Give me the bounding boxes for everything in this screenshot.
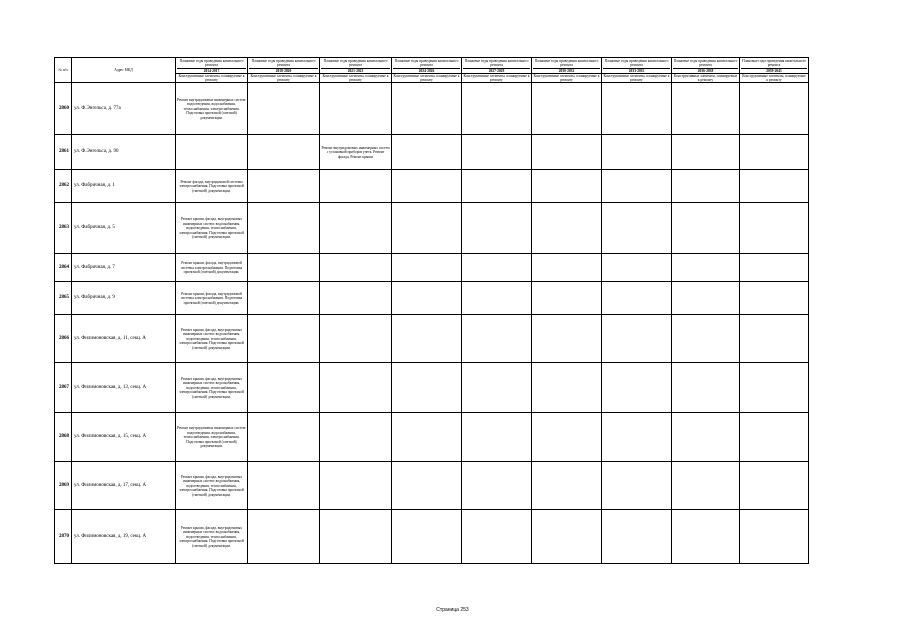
col-header-period: Плановые годы проведения капитального ремонта 2018-2020 — [248, 58, 320, 74]
col-header-period: Плановые годы проведения капитального ремонта 2036-2038 — [672, 58, 740, 74]
row-number: 2869 — [55, 462, 72, 510]
work-cell — [320, 170, 392, 203]
work-cell — [672, 510, 740, 564]
work-cell: Ремонт крыши, фасада, внутридомовых инженерных систем: водоснабжения, водоотведения, теплоснабжения, электроснабжения. Подготовка проектной (сметной) документации. — [176, 510, 248, 564]
col-subheader: Конструктивные элементы, планируемые к ремонту — [320, 73, 392, 83]
work-cell — [248, 254, 320, 282]
col-header-number: № п/п — [55, 58, 72, 83]
row-address: ул. Ф.Энгельса, д. 90 — [72, 135, 176, 170]
work-cell — [532, 254, 602, 282]
col-subheader: Конструктивные элементы, планируемые к ремонту — [740, 73, 809, 83]
work-cell — [740, 170, 809, 203]
work-cell — [602, 170, 672, 203]
col-subheader: Конструктивные элементы, планируемые к ремонту — [463, 73, 530, 83]
work-cell — [320, 462, 392, 510]
col-subheader: Конструктивные элементы, планируемые к ремонту — [248, 73, 320, 83]
work-cell — [532, 282, 602, 315]
work-cell — [532, 462, 602, 510]
work-cell — [392, 135, 462, 170]
work-cell — [248, 462, 320, 510]
work-cell — [462, 363, 532, 413]
table-row — [55, 135, 809, 170]
work-cell — [248, 282, 320, 315]
work-cell — [672, 315, 740, 363]
row-address: ул. Филимоновская, д. 17, секц. А — [72, 462, 176, 510]
table-body — [55, 83, 809, 564]
table-row — [55, 254, 809, 282]
table-row — [55, 315, 809, 363]
work-cell — [672, 170, 740, 203]
row-number: 2868 — [55, 413, 72, 462]
table-row — [55, 170, 809, 203]
table-row — [55, 363, 809, 413]
work-cell — [672, 462, 740, 510]
col-header-period: Плановые годы проведения капитального ремонта 2021-2023 — [320, 58, 392, 74]
work-cell — [602, 462, 672, 510]
work-cell: Ремонт крыши, фасада, внутридомовых инженерных систем: водоснабжения, водоотведения, теплоснабжения, электроснабжения. Подготовка проектной (сметной) документации. — [176, 462, 248, 510]
work-cell — [248, 83, 320, 135]
work-cell: Ремонт крыши, фасада, внутридомовых инженерных систем: водоснабжения, водоотведения, теплоснабжения, электроснабжения. Подготовка проектной (сметной) документации. — [176, 363, 248, 413]
col-header-period: Плановые годы проведения капитального ремонта 2024-2026 — [392, 58, 462, 74]
work-cell — [392, 315, 462, 363]
row-number: 2863 — [55, 203, 72, 254]
work-cell — [248, 315, 320, 363]
work-cell — [248, 510, 320, 564]
work-cell — [602, 203, 672, 254]
work-cell — [532, 363, 602, 413]
work-cell — [320, 413, 392, 462]
col-header-period: Плановые годы проведения капитального ремонта 2027-2029 — [462, 58, 532, 74]
work-cell: Ремонт внутридомовых инженерных систем с установкой приборов учета, Ремонт фасада, Ремонт крыши — [320, 135, 392, 170]
col-subheader: Конструктивные элементы, планируемые к ремонту — [393, 73, 460, 83]
work-cell — [532, 203, 602, 254]
work-cell: Ремонт крыши, фасада, внутридомовой системы электроснабжения. Подготовка проектной (сметной) документации. — [176, 282, 248, 315]
table-row — [55, 83, 809, 135]
work-cell — [602, 315, 672, 363]
work-cell — [176, 135, 248, 170]
row-address: ул. Фабричная, д. 7 — [72, 254, 176, 282]
work-cell — [320, 510, 392, 564]
table-row — [55, 203, 809, 254]
work-cell — [248, 170, 320, 203]
work-cell — [462, 413, 532, 462]
row-number: 2862 — [55, 170, 72, 203]
col-subheader: Конструктивные элементы, планируемые к ремонту — [603, 73, 670, 83]
col-subheader: Конструктивные элементы, планируемые к ремонту — [672, 73, 740, 83]
work-cell — [740, 254, 809, 282]
work-cell — [532, 413, 602, 462]
work-cell — [320, 315, 392, 363]
work-cell: Ремонт крыши, фасада, внутридомовых инженерных систем: водоснабжения, водоотведения, теплоснабжения, электроснабжения. Подготовка проектной (сметной) документации. — [176, 203, 248, 254]
row-address: ул. Фабричная, д. 5 — [72, 203, 176, 254]
work-cell — [462, 203, 532, 254]
work-cell — [740, 315, 809, 363]
work-cell — [672, 83, 740, 135]
work-cell — [320, 363, 392, 413]
work-cell — [320, 203, 392, 254]
work-cell — [248, 203, 320, 254]
row-number: 2865 — [55, 282, 72, 315]
work-cell — [672, 135, 740, 170]
work-cell — [392, 510, 462, 564]
col-subheader: Конструктивные элементы, планируемые к ремонту — [176, 73, 248, 83]
col-header-period: Плановые годы проведения капитального ремонта 2014-2017 — [176, 58, 248, 74]
work-cell — [602, 135, 672, 170]
work-cell — [462, 510, 532, 564]
work-cell — [740, 282, 809, 315]
work-cell: Ремонт внутридомовых инженерных систем: водоотведения, водоснабжения, теплоснабжения, электроснабжения. Подготовка проектной (сметной) документации. — [176, 83, 248, 135]
work-cell — [740, 203, 809, 254]
page-number: Страница 253 — [436, 607, 469, 613]
work-cell — [740, 462, 809, 510]
work-cell — [672, 254, 740, 282]
col-header-period: Плановые годы проведения капитального ремонта 2039-2041 — [740, 58, 809, 74]
work-cell — [532, 315, 602, 363]
work-cell — [532, 170, 602, 203]
row-number: 2860 — [55, 83, 72, 135]
work-cell — [392, 254, 462, 282]
work-cell — [672, 363, 740, 413]
work-cell — [248, 413, 320, 462]
work-cell — [740, 83, 809, 135]
col-header-period: Плановые годы проведения капитального ремонта 2033-2035 — [602, 58, 672, 74]
work-cell — [740, 363, 809, 413]
work-cell — [392, 203, 462, 254]
work-cell — [392, 462, 462, 510]
work-cell — [320, 83, 392, 135]
work-cell — [462, 83, 532, 135]
col-header-period: Плановые годы проведения капитального ремонта 2030-2032 — [532, 58, 602, 74]
work-cell: Ремонт крыши, фасада, внутридомовых инженерных систем: водоснабжения, водоотведения, теплоснабжения, электроснабжения. Подготовка проектной (сметной) документации. — [176, 315, 248, 363]
row-address: ул. Филимоновская, д. 19, секц. А — [72, 510, 176, 564]
work-cell — [462, 254, 532, 282]
row-number: 2866 — [55, 315, 72, 363]
row-number: 2870 — [55, 510, 72, 564]
work-cell — [462, 315, 532, 363]
work-cell — [602, 413, 672, 462]
work-cell — [320, 282, 392, 315]
work-cell — [532, 83, 602, 135]
work-cell — [672, 282, 740, 315]
work-cell — [392, 413, 462, 462]
row-address: ул. Ф.Энгельса, д. 77а — [72, 83, 176, 135]
work-cell — [392, 282, 462, 315]
row-number: 2864 — [55, 254, 72, 282]
work-cell: Ремонт фасада, внутридомовой системы электроснабжения. Подготовка проектной (сметной) документации. — [176, 170, 248, 203]
row-address: ул. Филимоновская, д. 13, секц. А — [72, 363, 176, 413]
work-cell — [602, 363, 672, 413]
table-row — [55, 282, 809, 315]
row-address: ул. Филимоновская, д. 15, секц. А — [72, 413, 176, 462]
work-cell — [392, 363, 462, 413]
row-number: 2861 — [55, 135, 72, 170]
work-cell — [672, 203, 740, 254]
work-cell — [462, 282, 532, 315]
work-cell — [602, 83, 672, 135]
work-cell: Ремонт внутридомовых инженерных систем: водоотведения, водоснабжения, теплоснабжения, электроснабжения. Подготовка проектной (сметной) документации. — [176, 413, 248, 462]
work-cell — [392, 83, 462, 135]
col-header-address: Адрес МКД — [72, 58, 176, 83]
work-cell: Ремонт крыши, фасада, внутридомовой системы электроснабжения. Подготовка проектной (сметной) документации. — [176, 254, 248, 282]
work-cell — [320, 254, 392, 282]
work-cell — [602, 510, 672, 564]
work-cell — [248, 135, 320, 170]
table-row — [55, 462, 809, 510]
col-subheader: Конструктивные элементы, планируемые к ремонту — [533, 73, 600, 83]
row-address: ул. Фабричная, д. 1 — [72, 170, 176, 203]
work-cell — [602, 254, 672, 282]
row-address: ул. Фабричная, д. 9 — [72, 282, 176, 315]
capital-repair-table — [54, 57, 809, 564]
work-cell — [248, 363, 320, 413]
work-cell — [392, 170, 462, 203]
row-number: 2867 — [55, 363, 72, 413]
work-cell — [740, 413, 809, 462]
table-row — [55, 510, 809, 564]
work-cell — [462, 135, 532, 170]
work-cell — [532, 510, 602, 564]
header-row — [55, 58, 809, 74]
work-cell — [532, 135, 602, 170]
work-cell — [602, 282, 672, 315]
work-cell — [462, 170, 532, 203]
table-row — [55, 413, 809, 462]
work-cell — [740, 510, 809, 564]
work-cell — [740, 135, 809, 170]
work-cell — [672, 413, 740, 462]
row-address: ул. Филимоновская, д. 11, секц. А — [72, 315, 176, 363]
work-cell — [462, 462, 532, 510]
